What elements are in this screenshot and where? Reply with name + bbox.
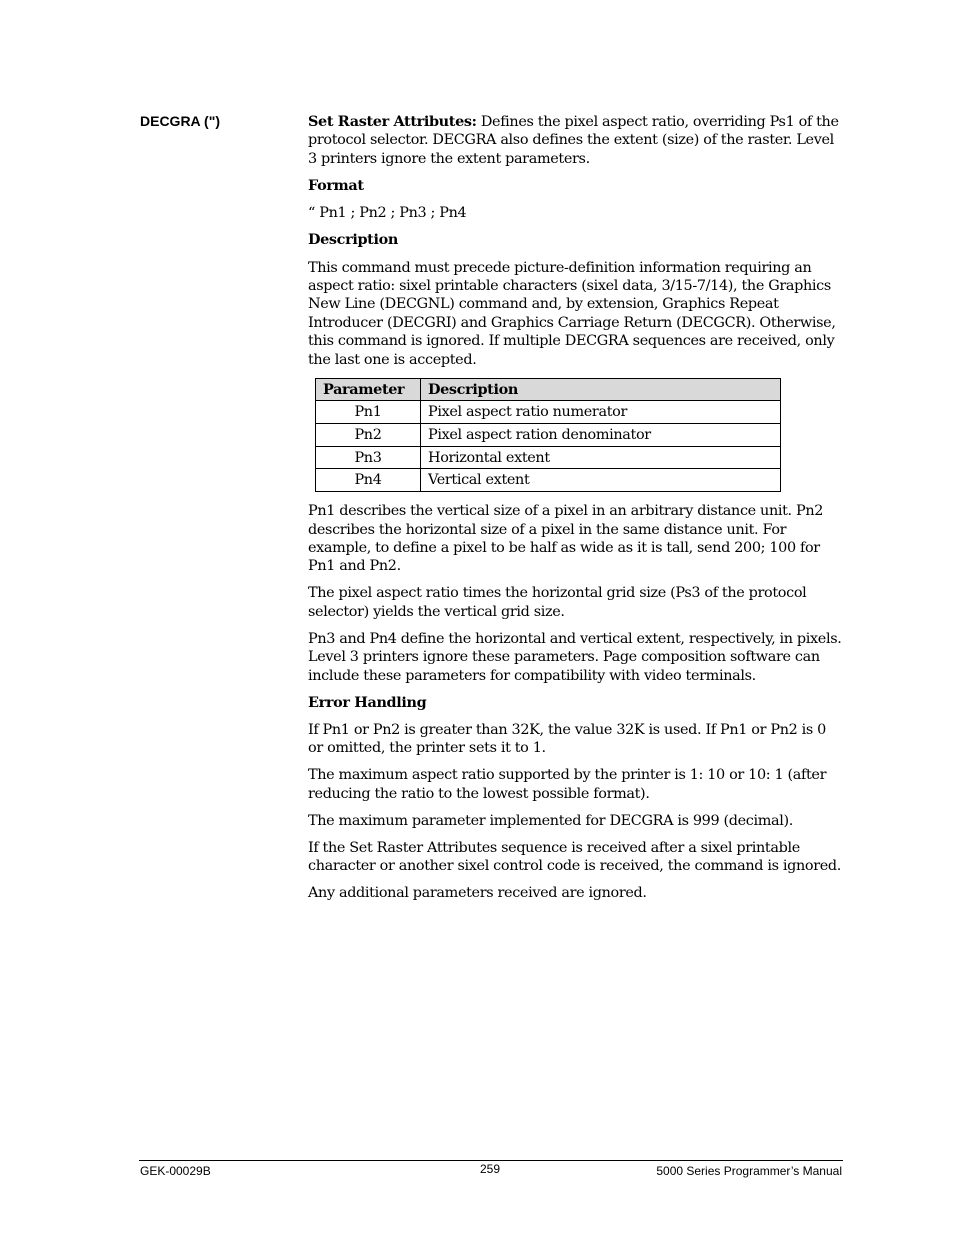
body-paragraph: Pn1 describes the vertical size of a pixel in an arbitrary distance unit. Pn2 describes the horizontal size of a pixel in the same distance unit. For example, to define a pixel to be half as wide as it is tall, send 200; 100 for Pn1 and Pn2. [308, 503, 824, 575]
footer-divider [139, 1160, 843, 1161]
error-handling-heading: Error Handling [308, 693, 427, 711]
format-syntax: “ Pn1 ; Pn2 ; Pn3 ; Pn4 [308, 205, 467, 222]
error-paragraph: The maximum aspect ratio supported by the printer is 1: 10 or 10: 1 (after reducing the ratio to the lowest possible format). [308, 767, 827, 802]
footer-manual-title: 5000 Series Programmer’s Manual [656, 1164, 842, 1178]
command-name: DECGRA (") [140, 113, 221, 129]
body-paragraph: The pixel aspect ratio times the horizontal grid size (Ps3 of the protocol selector) yields the vertical grid size. [308, 585, 807, 620]
table-cell-description: Pixel aspect ration denominator [421, 424, 781, 447]
intro-paragraph [308, 113, 844, 168]
error-paragraph: If Pn1 or Pn2 is greater than 32K, the value 32K is used. If Pn1 or Pn2 is 0 or omitted, the printer sets it to 1. [308, 721, 826, 757]
table-row [316, 424, 781, 447]
table-cell-parameter: Pn1 [316, 401, 421, 424]
error-paragraph: The maximum parameter implemented for DECGRA is 999 (decimal). [308, 812, 794, 829]
table-header-description: Description [421, 378, 781, 401]
table-row [316, 401, 781, 424]
intro-text: Defines the pixel aspect ratio, overriding Ps1 of the protocol selector. DECGRA also defines the extent (size) of the raster. Level 3 printers ignore the extent parameters. [308, 114, 839, 167]
footer-doc-id: GEK-00029B [140, 1164, 211, 1178]
table-cell-description: Pixel aspect ratio numerator [421, 401, 781, 424]
table-row [316, 446, 781, 469]
table-cell-description: Horizontal extent [421, 446, 781, 469]
description-paragraph: This command must precede picture-definition information requiring an aspect ratio: sixel printable characters (sixel data, 3/15-7/14), the Graphics New Line (DECGNL) command and, by extension, Graphics Repeat Introducer (DECGRI) and Graphics Carriage Return (DECGCR). Otherwise, this command is ignored. If multiple DECGRA sequences are received, only the last one is accepted. [308, 259, 836, 368]
body-paragraph: Pn3 and Pn4 define the horizontal and vertical extent, respectively, in pixels. Level 3 printers ignore these parameters. Page composition software can include these parameters for compatibility with video terminals. [308, 630, 842, 684]
parameter-table [315, 378, 781, 492]
table-cell-parameter: Pn3 [316, 446, 421, 469]
format-heading: Format [308, 176, 364, 194]
description-heading: Description [308, 231, 398, 249]
command-content [308, 113, 844, 911]
footer-page-number: 259 [480, 1162, 501, 1176]
error-paragraph: If the Set Raster Attributes sequence is received after a sixel printable character or another sixel control code is received, the command is ignored. [308, 839, 841, 875]
intro-title: Set Raster Attributes: [308, 113, 477, 130]
table-header-parameter: Parameter [316, 378, 421, 401]
table-cell-parameter: Pn2 [316, 424, 421, 447]
table-cell-parameter: Pn4 [316, 469, 421, 492]
table-row [316, 469, 781, 492]
table-header-row [316, 378, 781, 401]
error-paragraph: Any additional parameters received are ignored. [308, 885, 647, 902]
table-cell-description: Vertical extent [421, 469, 781, 492]
